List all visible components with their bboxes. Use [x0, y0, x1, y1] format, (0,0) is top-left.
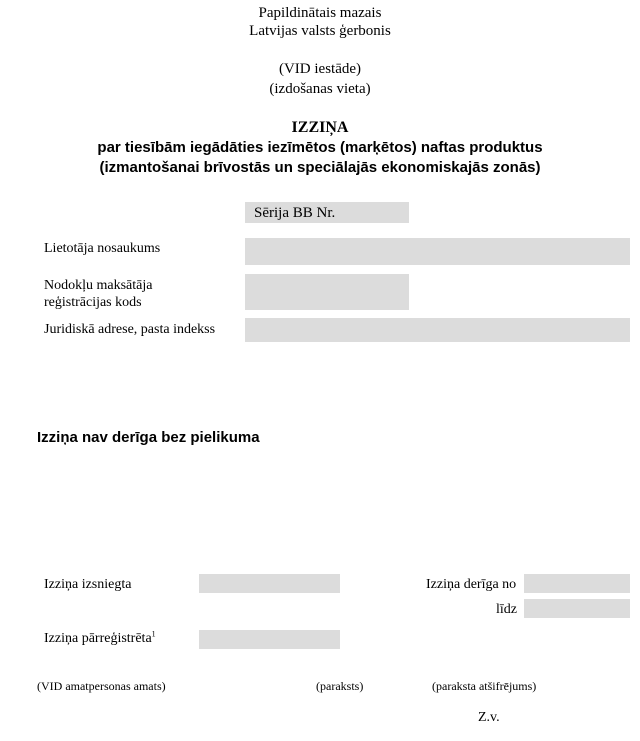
issued-date-field[interactable]	[199, 574, 340, 593]
signature-transcript-caption: (paraksta atšifrējums)	[432, 679, 537, 693]
coat-of-arms-line1: Papildinātais mazais	[258, 5, 382, 21]
address-field[interactable]	[245, 318, 630, 342]
document-subtitle-1: par tiesībām iegādāties iezīmētos (marķētos) naftas produktus	[97, 139, 543, 156]
footnote-mark: 1	[151, 629, 156, 639]
valid-from-field[interactable]	[524, 574, 630, 593]
valid-until-label: līdz	[496, 602, 517, 617]
signature-caption: (paraksts)	[316, 679, 364, 693]
series-number-label: Sērija BB Nr.	[254, 205, 336, 221]
institution-placeholder: (VID iestāde)	[278, 61, 362, 77]
seal-place-mark: Z.v.	[478, 710, 500, 725]
official-position-caption: (VID amatpersonas amats)	[37, 679, 166, 693]
user-name-field[interactable]	[245, 238, 630, 265]
issuance-place-placeholder: (izdošanas vieta)	[269, 81, 371, 97]
reregistered-date-field[interactable]	[199, 630, 340, 649]
tax-code-label-2: reģistrācijas kods	[44, 295, 142, 310]
issued-label: Izziņa izsniegta	[44, 577, 132, 592]
validity-notice: Izziņa nav derīga bez pielikuma	[37, 429, 260, 446]
tax-code-field[interactable]	[245, 274, 409, 310]
valid-from-label: Izziņa derīga no	[426, 577, 517, 592]
user-name-label: Lietotāja nosaukums	[44, 241, 161, 256]
document-subtitle-2: (izmantošanai brīvostās un speciālajās ekonomiskajās zonās)	[99, 159, 541, 176]
address-label: Juridiskā adrese, pasta indekss	[44, 322, 216, 337]
valid-until-field[interactable]	[524, 599, 630, 618]
coat-of-arms-line2: Latvijas valsts ģerbonis	[249, 23, 391, 39]
reregistered-label: Izziņa pārreģistrēta$^1$	[44, 629, 156, 646]
tax-code-label-1: Nodokļu maksātāja	[44, 278, 153, 293]
document-title: IZZIŅA	[291, 119, 349, 136]
